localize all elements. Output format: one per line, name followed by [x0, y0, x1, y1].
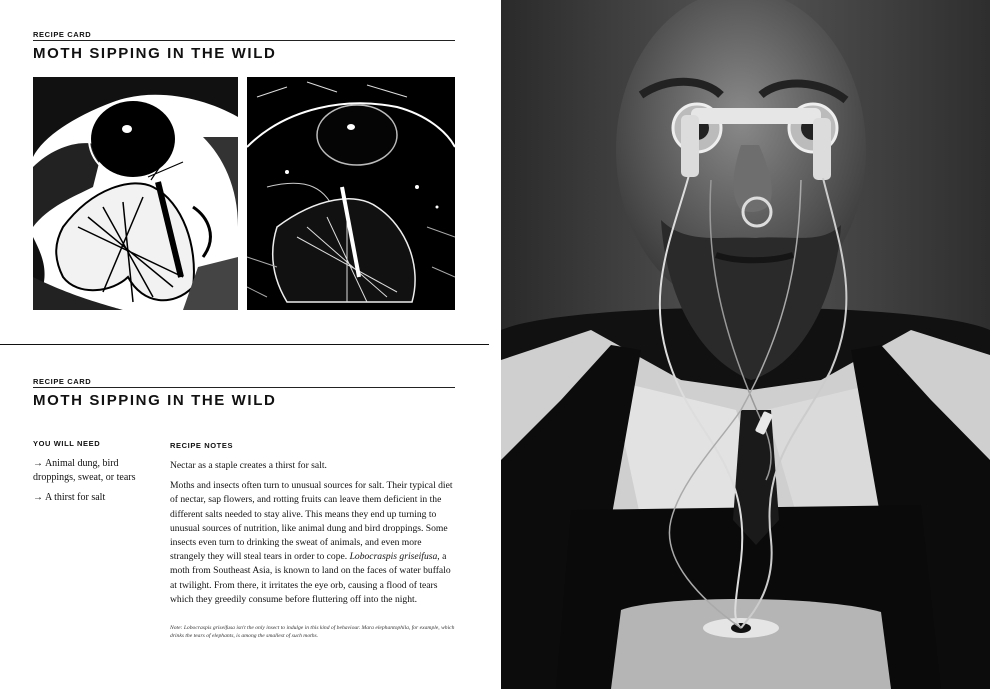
- notes-body-2: , a moth from Southeast Asia, is known to land on the faces of water buffalo at twilight. From there, it irritates the eye orb, causing a flood of tears which they greedily consume before fluttering off into the night.: [170, 551, 451, 605]
- top-card-label: RECIPE CARD: [33, 30, 92, 39]
- bottom-card-title: MOTH SIPPING IN THE WILD: [33, 392, 277, 409]
- moth-eye-photo-2: [247, 77, 455, 310]
- notes-body-1: Moths and insects often turn to unusual sources for salt. Their typical diet of nectar, sap flowers, and rotting fruits can leave them deficient in the different salts needed to stay alive. This means they end up turning to unusual sources of nutrition, like animal dung and bird droppings. Some insects even turn to drinking the sweat of animals, and even more strangely they will steal tears in order to cope.: [170, 480, 453, 563]
- top-card-rule: [33, 40, 455, 41]
- notes-paragraph: [170, 479, 455, 607]
- bottom-card-rule: [33, 387, 455, 388]
- notes-heading: RECIPE NOTES: [170, 441, 234, 450]
- species-name: Lobocraspis griseifusa: [349, 551, 438, 563]
- footnote: Note: Lobocraspis griseifusa isn't the only insect to indulge in this kind of behaviour. Mara elephantophila, for example, which drinks the tears of elephants, is among the smallest of such moths.: [170, 625, 455, 639]
- moth-eye-photo-1: [33, 77, 238, 310]
- needs-heading: YOU WILL NEED: [33, 439, 101, 448]
- recipe-notes: [170, 459, 455, 613]
- need-item: → A thirst for salt: [33, 492, 106, 503]
- apparatus-photo: [501, 0, 990, 689]
- notes-lead: Nectar as a staple creates a thirst for salt.: [170, 460, 327, 471]
- need-item: → Animal dung, bird droppings, sweat, or tears: [33, 458, 136, 483]
- bottom-card-label: RECIPE CARD: [33, 377, 92, 386]
- recipe-page: [0, 0, 489, 689]
- top-card-title: MOTH SIPPING IN THE WILD: [33, 45, 277, 62]
- card-separator: [0, 344, 489, 345]
- page-gutter: [489, 0, 501, 689]
